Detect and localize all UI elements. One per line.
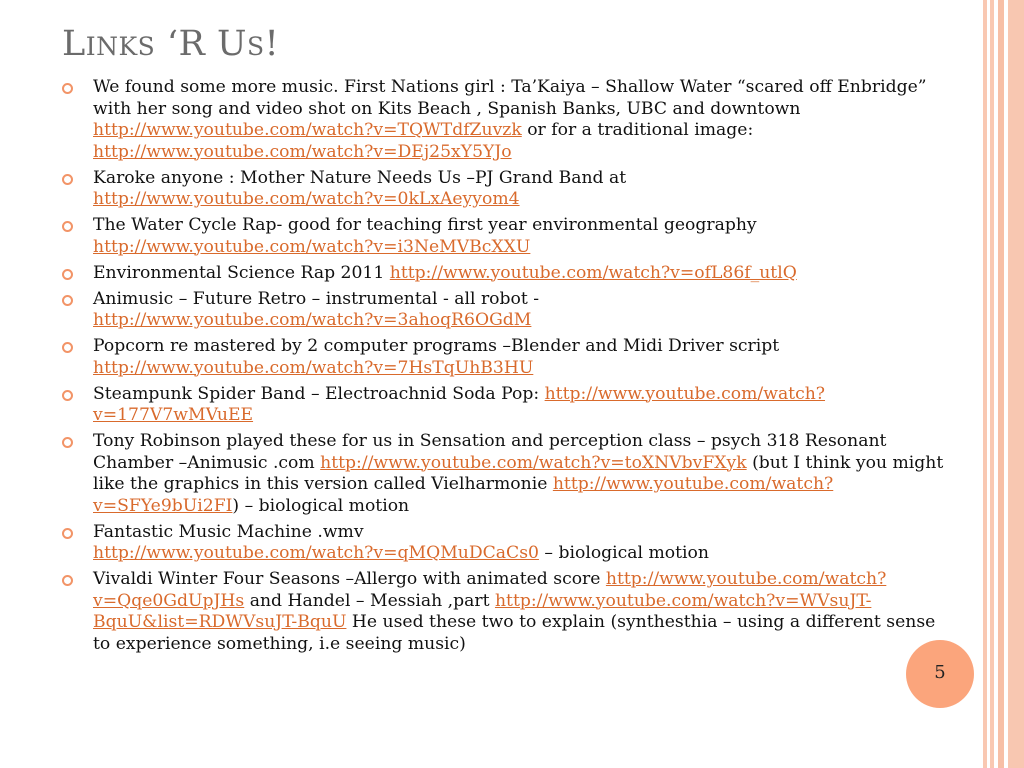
slide-title: Links ‘R Us! <box>62 24 280 64</box>
item-text: or for a traditional image: <box>521 120 754 140</box>
youtube-link[interactable]: http://www.youtube.com/watch?v=7HsTqUhB3HU <box>93 357 534 378</box>
youtube-link[interactable]: http://www.youtube.com/watch?v=WVsuJT-BquU&list=RDWVsuJT-BquU <box>93 590 872 632</box>
list-item <box>62 336 947 379</box>
decorative-stripe <box>998 0 1004 768</box>
youtube-link[interactable]: http://www.youtube.com/watch?v=DEj25xY5YJo <box>93 141 512 162</box>
list-item <box>62 431 947 517</box>
item-text: (but I think you might like the graphics in this version called Vielharmonie <box>93 452 944 494</box>
item-text: The Water Cycle Rap- good for teaching first year environmental geography <box>93 215 757 235</box>
item-text: – biological motion <box>538 543 709 563</box>
circle-outline-bullet-icon <box>62 295 73 306</box>
youtube-link[interactable]: http://www.youtube.com/watch?v=0kLxAeyyom4 <box>93 189 520 209</box>
page-number-badge: 5 <box>906 640 974 708</box>
youtube-link[interactable]: http://www.youtube.com/watch?v=177V7wMVuEE <box>93 383 826 425</box>
item-text: and Handel – Messiah ,part <box>244 590 495 611</box>
item-text: Environmental Science Rap 2011 <box>93 262 390 283</box>
item-text: ) – biological motion <box>232 495 410 516</box>
list-item <box>62 215 947 258</box>
circle-outline-bullet-icon <box>62 437 73 448</box>
item-text: Fantastic Music Machine .wmv <box>93 521 364 542</box>
list-item <box>62 384 947 427</box>
youtube-link[interactable]: http://www.youtube.com/watch?v=ofL86f_utlQ <box>389 262 797 283</box>
list-item <box>62 289 947 332</box>
item-text: Popcorn re mastered by 2 computer programs –Blender and Midi Driver script <box>93 336 780 356</box>
list-item <box>62 77 947 163</box>
youtube-link[interactable]: http://www.youtube.com/watch?v=Qqe0GdUpJHs <box>93 569 887 611</box>
youtube-link[interactable]: http://www.youtube.com/watch?v=3ahoqR6OGdM <box>93 310 532 330</box>
circle-outline-bullet-icon <box>62 174 73 185</box>
circle-outline-bullet-icon <box>62 390 73 401</box>
decorative-stripe <box>983 0 987 768</box>
decorative-stripe <box>1008 0 1024 768</box>
youtube-link[interactable]: http://www.youtube.com/watch?v=SFYe9bUi2FI <box>93 474 834 516</box>
youtube-link[interactable]: http://www.youtube.com/watch?v=i3NeMVBcXXU <box>93 236 531 257</box>
circle-outline-bullet-icon <box>62 342 73 353</box>
youtube-link[interactable]: http://www.youtube.com/watch?v=toXNVbvFXyk <box>320 452 747 473</box>
item-text: Steampunk Spider Band – Electroachnid Soda Pop: <box>93 383 545 404</box>
youtube-link[interactable]: http://www.youtube.com/watch?v=qMQMuDCaCs0 <box>93 543 539 563</box>
item-text: We found some more music. First Nations girl : Ta’Kaiya – Shallow Water “scared off Enbridge” with her song and video shot on Kits Beach , Spanish Banks, UBC and downtown <box>93 77 927 119</box>
circle-outline-bullet-icon <box>62 221 73 232</box>
decorative-stripe <box>990 0 994 768</box>
item-text: Animusic – Future Retro – instrumental - all robot - <box>93 288 540 309</box>
item-text: Tony Robinson played these for us in Sensation and perception class – psych 318 Resonant Chamber –Animusic .com <box>93 431 887 473</box>
circle-outline-bullet-icon <box>62 269 73 280</box>
bullet-list <box>62 77 947 660</box>
circle-outline-bullet-icon <box>62 575 73 586</box>
item-text: Karoke anyone : Mother Nature Needs Us –PJ Grand Band at <box>93 167 627 188</box>
item-text: Vivaldi Winter Four Seasons –Allergo with animated score <box>93 569 606 589</box>
item-text: He used these two to explain (synthesthia – using a different sense to experience something, i.e seeing music) <box>93 612 936 654</box>
list-item <box>62 522 947 565</box>
youtube-link[interactable]: http://www.youtube.com/watch?v=TQWTdfZuvzk <box>93 120 522 140</box>
list-item <box>62 168 947 211</box>
circle-outline-bullet-icon <box>62 528 73 539</box>
list-item <box>62 263 947 285</box>
circle-outline-bullet-icon <box>62 83 73 94</box>
list-item <box>62 569 947 655</box>
